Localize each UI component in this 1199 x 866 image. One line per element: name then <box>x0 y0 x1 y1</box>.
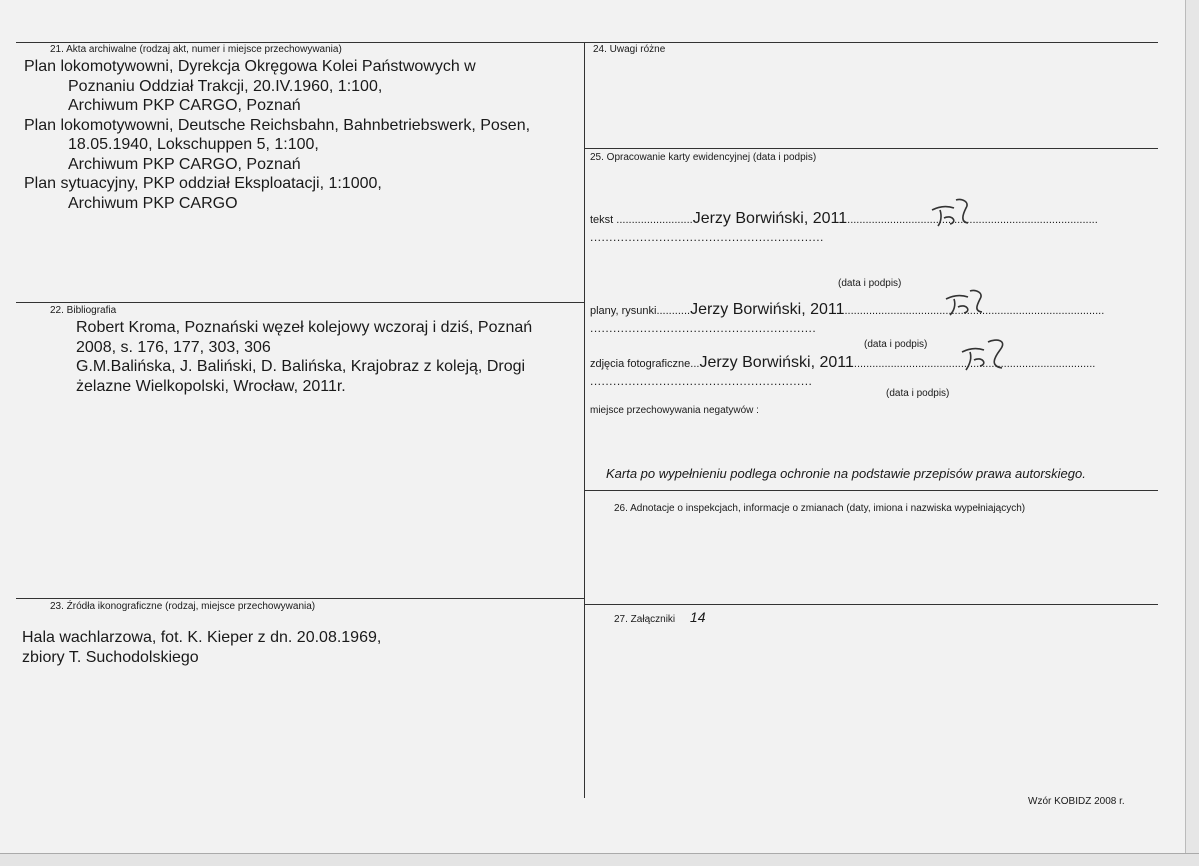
archival-line: Archiwum PKP CARGO, Poznań <box>68 97 301 114</box>
bibliography-line: 2008, s. 176, 177, 303, 306 <box>76 338 271 356</box>
iconography-line: Hala wachlarzowa, fot. K. Kieper z dn. 20.08.1969, <box>22 629 382 646</box>
section-21-content <box>24 57 530 213</box>
data-podpis-caption-1: (data i podpis) <box>838 278 902 289</box>
dot-leader: ..................................................................................... <box>844 305 1105 317</box>
rule-25-26 <box>584 490 1158 491</box>
section-24-header: 24. Uwagi różne <box>593 44 666 55</box>
rule-21-22 <box>16 302 584 303</box>
section-22-header: 22. Bibliografia <box>50 305 117 316</box>
plany-label: plany, rysunki <box>590 305 657 317</box>
archival-line: Plan lokomotywowni, Deutsche Reichsbahn, Bahnbetriebswerk, Posen, <box>24 116 531 134</box>
dot-leader-continuation: ............................................................. <box>590 230 824 244</box>
bibliography-line: żelazne Wielkopolski, Wrocław, 2011r. <box>76 377 346 395</box>
dot-leader: .................................................................................. <box>847 214 1098 226</box>
iconography-line: zbiory T. Suchodolskiego <box>22 648 199 666</box>
negatives-storage-label: miejsce przechowywania negatywów : <box>590 405 759 416</box>
section-22-content <box>76 318 532 396</box>
bibliography-line: Robert Kroma, Poznański węzeł kolejowy wczoraj i dziś, Poznań <box>76 319 533 336</box>
form-template-id: Wzór KOBIDZ 2008 r. <box>1028 796 1125 807</box>
section-26-header: 26. Adnotacje o inspekcjach, informacje o zmianach (daty, imiona i nazwiska wypełniających) <box>614 503 1026 514</box>
signature-mark <box>930 196 984 228</box>
signature-mark <box>958 336 1016 374</box>
column-divider <box>584 42 585 798</box>
copyright-note: Karta po wypełnieniu podlega ochronie na podstawie przepisów prawa autorskiego. <box>606 466 1086 481</box>
tekst-label: tekst <box>590 214 614 226</box>
dot-leader-continuation: .......................................................... <box>590 374 813 388</box>
tekst-field <box>590 210 1098 228</box>
signature-mark <box>942 287 996 317</box>
rule-24-25 <box>584 148 1158 149</box>
rule-22-23 <box>16 598 584 599</box>
archival-line: Plan lokomotywowni, Dyrekcja Okręgowa Kolei Państwowych w <box>24 58 476 75</box>
section-23-content <box>22 628 381 667</box>
dot-leader: ............................................................................... <box>853 358 1096 370</box>
zdjecia-value: Jerzy Borwiński, 2011 <box>699 354 854 371</box>
scan-edge-right <box>1185 0 1199 866</box>
data-podpis-caption-2: (data i podpis) <box>864 339 928 350</box>
top-rule <box>16 42 1158 43</box>
plany-value: Jerzy Borwiński, 2011 <box>690 301 845 318</box>
bibliography-line: G.M.Balińska, J. Baliński, D. Balińska, Krajobraz z koleją, Drogi <box>76 358 526 375</box>
section-25-header: 25. Opracowanie karty ewidencyjnej (data i podpis) <box>590 152 817 163</box>
section-23-header: 23. Źródła ikonograficzne (rodzaj, miejsce przechowywania) <box>50 601 316 612</box>
dot-leader: ........... <box>656 305 691 317</box>
section-27-label: 27. Załączniki <box>614 614 676 625</box>
tekst-value: Jerzy Borwiński, 2011 <box>692 210 848 227</box>
zdjecia-field <box>590 354 1095 372</box>
plany-field <box>590 301 1104 319</box>
dot-leader: ... <box>690 358 700 370</box>
archival-line: Plan sytuacyjny, PKP oddział Eksploatacji, 1:1000, <box>24 175 382 192</box>
archival-line: 18.05.1940, Lokschuppen 5, 1:100, <box>68 136 319 153</box>
archival-line: Poznaniu Oddział Trakcji, 20.IV.1960, 1:100, <box>68 77 383 95</box>
scan-edge-bottom <box>0 853 1199 866</box>
data-podpis-caption-3: (data i podpis) <box>886 388 950 399</box>
dot-leader-continuation: ........................................................... <box>590 321 817 335</box>
section-21-header: 21. Akta archiwalne (rodzaj akt, numer i miejsce przechowywania) <box>50 44 342 55</box>
archival-line: Archiwum PKP CARGO <box>68 194 238 212</box>
dot-leader: ......................... <box>613 214 693 226</box>
rule-26-27 <box>584 604 1158 605</box>
section-27-header <box>614 611 706 626</box>
zdjecia-label: zdjęcia fotograficzne <box>590 358 691 370</box>
attachments-count: 14 <box>689 609 706 625</box>
archival-line: Archiwum PKP CARGO, Poznań <box>68 155 301 173</box>
